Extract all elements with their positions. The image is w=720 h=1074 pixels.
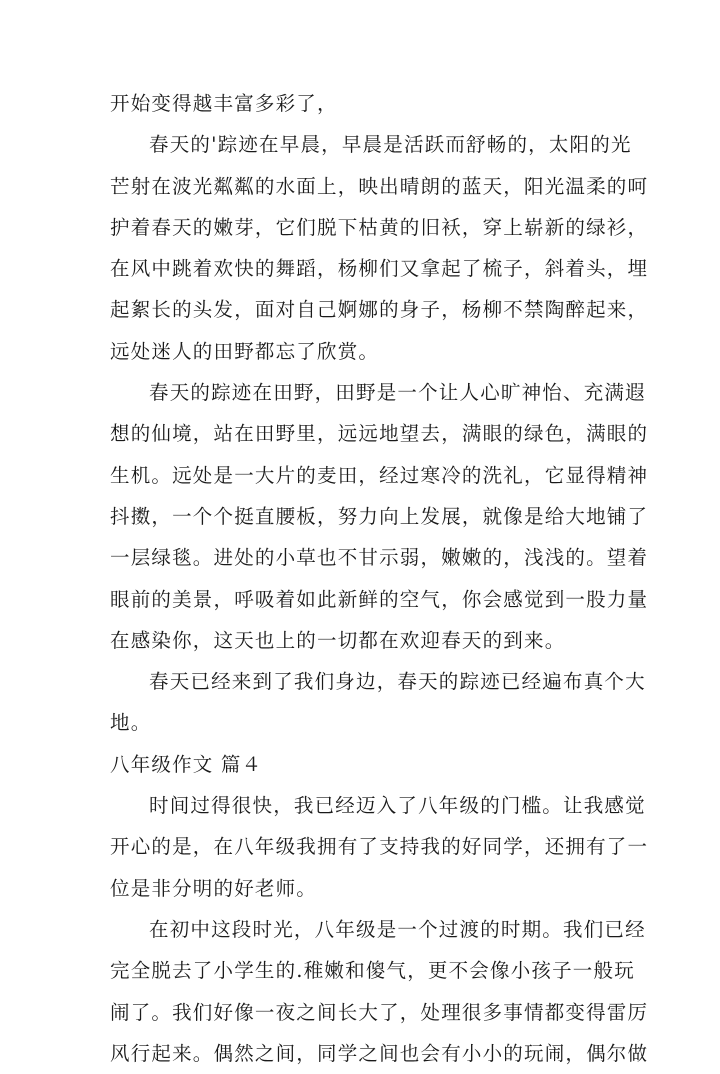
text-line: 生机。远处是一大片的麦田，经过寒冷的洗礼，它显得精神 [110, 463, 649, 487]
section-heading: 八年级作文 篇４ [110, 752, 263, 776]
text-line: 在初中这段时光，八年级是一个过渡的时期。我们已经 [149, 917, 646, 941]
text-line: 一层绿毯。进处的小草也不甘示弱，嫩嫩的，浅浅的。望着 [110, 546, 649, 570]
document-page [110, 83, 649, 1074]
text-line: 在风中跳着欢快的舞蹈，杨柳们又拿起了梳子，斜着头，埋 [110, 257, 649, 281]
text-line: 护着春天的嫩芽，它们脱下枯黄的旧袄，穿上崭新的绿衫， [110, 215, 649, 239]
text-line: 抖擞，一个个挺直腰板，努力向上发展，就像是给大地铺了 [110, 504, 649, 528]
text-line: 闹了。我们好像一夜之间长大了，处理很多事情都变得雷厉 [110, 1000, 649, 1024]
text-line: 开始变得越丰富多彩了， [110, 92, 338, 115]
text-line: 完全脱去了小学生的.稚嫩和傻气，更不会像小孩子一般玩 [110, 959, 635, 983]
text-line: 在感染你，这天也上的一切都在欢迎春天的到来。 [110, 628, 566, 652]
text-line: 位是非分明的好老师。 [110, 876, 318, 900]
text-line: 芒射在波光粼粼的水面上，映出晴朗的蓝天，阳光温柔的呵 [110, 174, 649, 198]
text-line: 春天的踪迹在田野，田野是一个让人心旷神怡、充满遐 [149, 381, 646, 405]
text-line: 起絮长的头发，面对自己婀娜的身子，杨柳不禁陶醉起来， [110, 298, 649, 322]
text-line: 春天已经来到了我们身边，春天的踪迹已经遍布真个大 [149, 670, 646, 694]
text-line: 眼前的美景，呼吸着如此新鲜的空气，你会感觉到一股力量 [110, 587, 649, 611]
text-line: 时间过得很快，我已经迈入了八年级的门槛。让我感觉 [149, 794, 646, 818]
text-line: 想的仙境，站在田野里，远远地望去，满眼的绿色，满眼的 [110, 422, 649, 446]
text-line: 远处迷人的田野都忘了欣赏。 [110, 339, 380, 363]
text-line: 开心的是，在八年级我拥有了支持我的好同学，还拥有了一 [110, 835, 649, 859]
text-line: 地。 [110, 711, 152, 735]
text-line: 春天的'踪迹在早晨，早晨是活跃而舒畅的，太阳的光 [149, 133, 632, 157]
text-line: 风行起来。偶然之间，同学之间也会有小小的玩闹，偶尔做 [110, 1041, 649, 1065]
